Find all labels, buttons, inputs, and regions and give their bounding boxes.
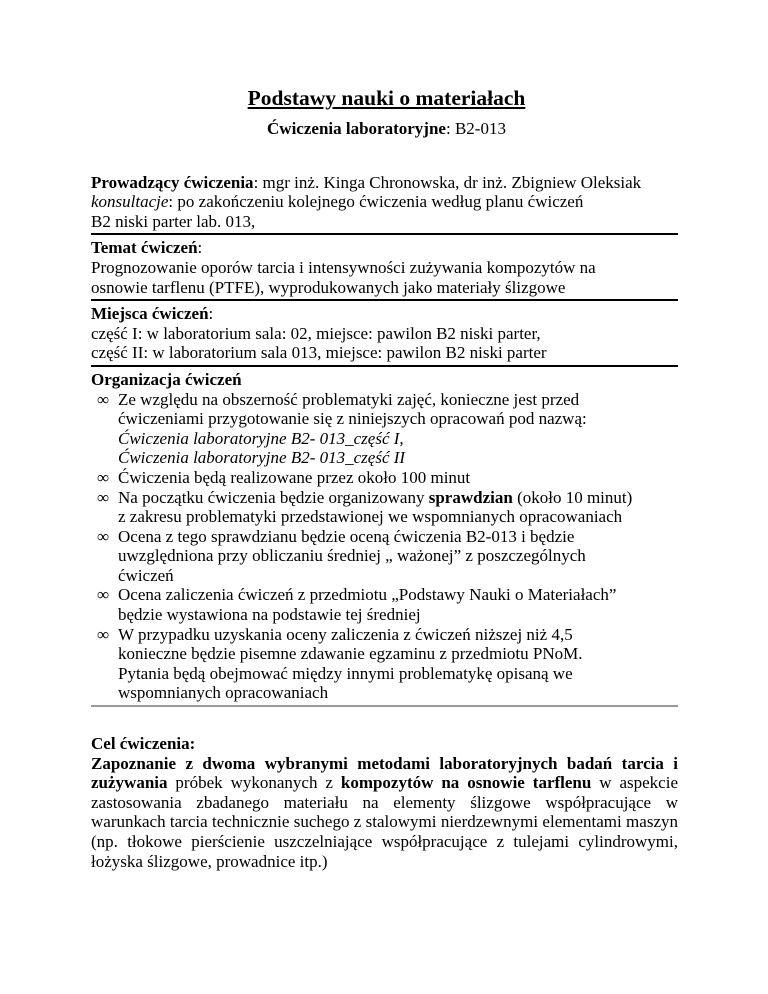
subtitle-value: : B2-013 [445,119,506,138]
topic-colon: : [197,238,203,258]
list-item [91,585,678,624]
staff-consult-label: konsultacje [91,192,169,212]
list-item-line: Pytania będą obejmować między innymi problematykę opisaną we [118,663,573,683]
organization-list [91,390,678,704]
list-item-line: będzie wystawiona na podstawie tej średniej [118,605,421,625]
document-title: Podstawy nauki o materiałach [247,86,526,110]
places-heading-line [91,304,678,324]
staff-section [91,173,678,232]
topic-line: Prognozowanie oporów tarcia i intensywności zużywania kompozytów na [91,257,596,277]
list-item-line: Ćwiczenia laboratoryjne B2- 013_część II [118,448,406,468]
organization-section [91,367,678,703]
list-item-emphasis: sprawdzian [428,487,513,507]
staff-lead-label: Prowadzący ćwiczenia [91,172,254,192]
list-item-line: z zakresu problematyki przedstawionej we wspomnianych opracowaniach [118,507,623,527]
infinity-bullet-icon: ∞ [97,467,110,487]
topic-section [91,235,678,297]
list-item-line: Ćwiczenia laboratoryjne B2- 013_część I, [118,428,404,448]
list-item-text: (około 10 minut) [512,487,633,507]
goal-text: próbek wykonanych z [167,773,341,793]
list-item-text: Na początku ćwiczenia będzie organizowany [118,487,429,507]
list-item-line: ćwiczeń [118,565,174,585]
goal-heading: Cel ćwiczenia: [91,734,196,754]
infinity-bullet-icon: ∞ [97,585,110,605]
list-item-line: konieczne będzie pisemne zdawanie egzaminu z przedmiotu PNoM. [118,644,583,664]
staff-consult-value: : po zakończeniu kolejnego ćwiczenia według planu ćwiczeń [168,192,584,212]
places-heading: Miejsca ćwiczeń [91,304,209,324]
infinity-bullet-icon: ∞ [97,389,110,409]
staff-lead-line [91,173,678,193]
divider [91,705,678,707]
list-item-line: Ze względu na obszerność problematyki zajęć, konieczne jest przed [118,389,580,409]
organization-heading: Organizacja ćwiczeń [91,369,242,389]
list-item [91,625,678,703]
places-line: część I: w laboratorium sala: 02, miejsce: pawilon B2 niski parter, [91,323,541,343]
goal-text-bold: Zapoznanie z dwoma wybranymi metodami laboratoryjnych badań tarcia i zużywania [91,753,678,793]
document-subtitle [95,119,678,139]
list-item [91,390,678,468]
list-item [91,527,678,586]
list-item-line: Ćwiczenia będą realizowane przez około 100 minut [118,467,471,487]
topic-line: osnowie tarflenu (PTFE), wyprodukowanych jako materiały ślizgowe [91,277,566,297]
goal-text-bold: kompozytów na osnowie tarflenu [340,773,592,793]
list-item-line: wspomnianych opracowaniach [118,683,329,703]
topic-heading-line [91,238,678,258]
list-item-line: ćwiczeniami przygotowanie się z niniejszych opracowań pod nazwą: [118,409,587,429]
subtitle-label: Ćwiczenia laboratoryjne [267,119,446,138]
staff-consult-line [91,192,678,212]
list-item-line: Ocena zaliczenia ćwiczeń z przedmiotu „Podstawy Nauki o Materiałach” [118,585,617,605]
list-item-line: Ocena z tego sprawdzianu będzie oceną ćwiczenia B2-013 i będzie [118,526,575,546]
list-item-line: uwzględniona przy obliczaniu średniej „ ważonej” z poszczególnych [118,546,586,566]
staff-place: B2 niski parter lab. 013, [91,211,256,231]
goal-section [91,734,678,871]
document-page [91,86,678,871]
staff-lead-value: : mgr inż. Kinga Chronowska, dr inż. Zbigniew Oleksiak [253,172,642,192]
infinity-bullet-icon: ∞ [97,487,110,507]
places-line: część II: w laboratorium sala 013, miejsce: pawilon B2 niski parter [91,343,547,363]
goal-paragraph [91,754,678,872]
infinity-bullet-icon: ∞ [97,526,110,546]
list-item-line [118,488,678,508]
places-colon: : [208,304,214,324]
topic-heading: Temat ćwiczeń [91,238,198,258]
places-section [91,301,678,363]
infinity-bullet-icon: ∞ [97,624,110,644]
list-item-line: W przypadku uzyskania oceny zaliczenia z ćwiczeń niższej niż 4,5 [118,624,573,644]
list-item [91,488,678,527]
list-item [91,468,678,488]
goal-text: w aspekcie zastosowania zbadanego materiału na elementy ślizgowe współpracujące w warunkach tarcia technicznie suchego z stalowymi nierdzewnymi elementami maszyn (np. tłokowe pierścienie uszczelniające współpracujące z tulejami cylindrowymi, łożyska ślizgowe, prowadnice itp.) [91,773,678,871]
